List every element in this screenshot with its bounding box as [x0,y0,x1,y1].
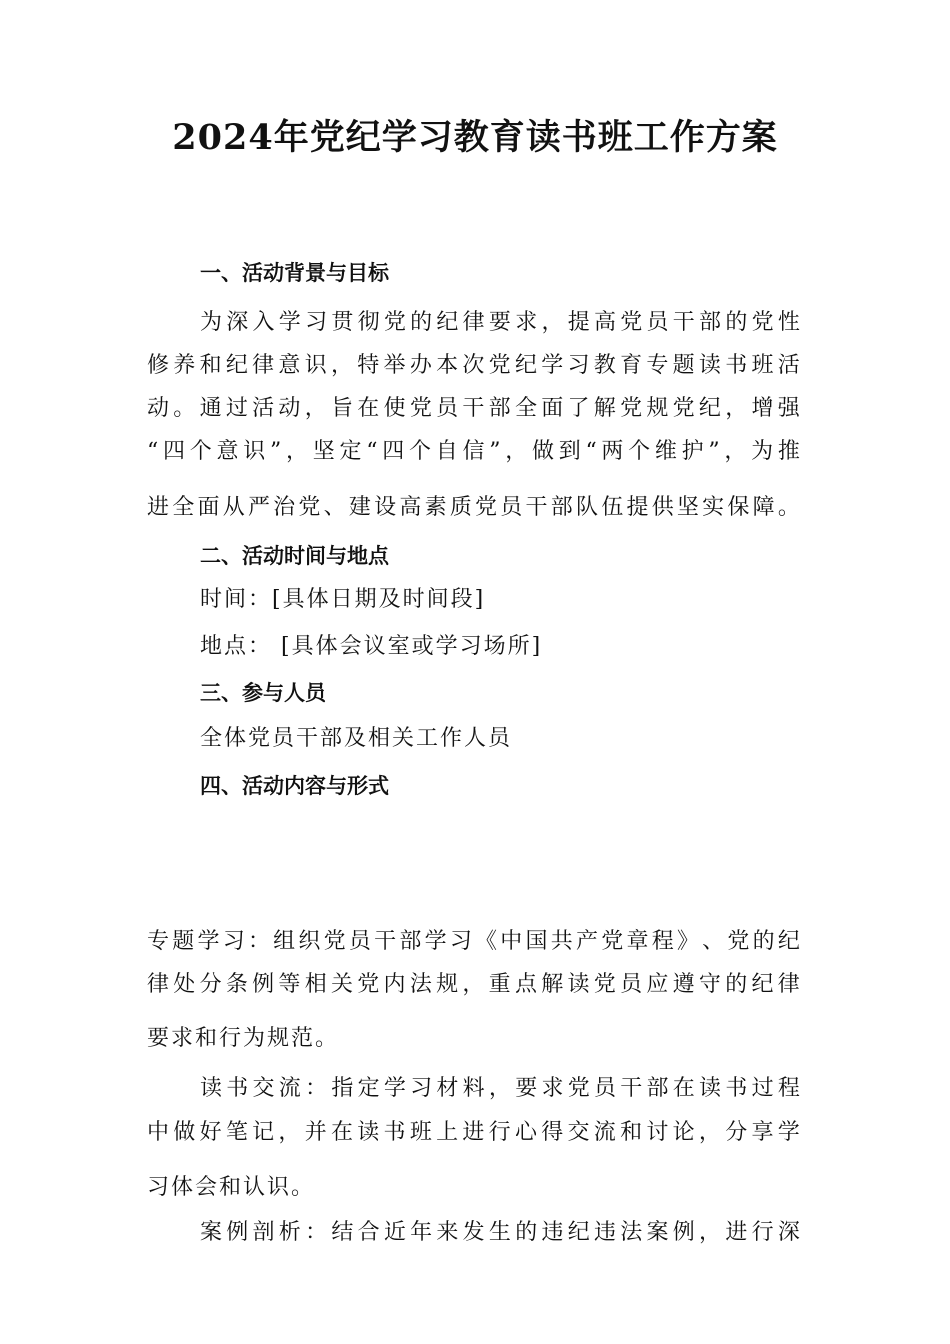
study-line: 专 题 学 习 ： 组 织 党 员 干 部 学 习 《 中 国 共 产 党 章 程 》 、 党 的 纪 [147,929,800,954]
section-heading-participants: 三、参与人员 [200,681,326,705]
study-line: 要求和行为规范。 [147,1026,340,1051]
reading-line: 读 书 交 流 ： 指 定 学 习 材 料 ， 要 求 党 员 干 部 在 读 书 过 程 [200,1076,800,1101]
section-heading-time-place: 二、活动时间与地点 [200,544,389,568]
reading-line: 中 做 好 笔 记 ， 并 在 读 书 班 上 进 行 心 得 交 流 和 讨 论 ， 分 享 学 [147,1120,800,1145]
reading-line: 习体会和认识。 [147,1175,316,1200]
time-line: 时间：[具体日期及时间段] [200,587,486,612]
section-heading-content: 四、活动内容与形式 [200,774,389,798]
section-heading-background: 一、活动背景与目标 [200,261,389,285]
study-line: 律 处 分 条 例 等 相 关 党 内 法 规 ， 重 点 解 读 党 员 应 遵 守 的 纪 律 [147,972,800,997]
paragraph-line: 动 。 通 过 活 动 ， 旨 在 使 党 员 干 部 全 面 了 解 党 规 党 纪 ， 增 强 [147,396,800,421]
paragraph-line: 进 全 面 从 严 治 党 、 建 设 高 素 质 党 员 干 部 队 伍 提 供 坚 实 保 障 。 [147,495,800,520]
paragraph-line: “ 四 个 意 识 ” ， 坚 定 “ 四 个 自 信 ” ， 做 到 “ 两 个 维 护 ” ， 为 推 [147,439,800,464]
paragraph-line: 修 养 和 纪 律 意 识 ， 特 举 办 本 次 党 纪 学 习 教 育 专 题 读 书 班 活 [147,353,800,378]
case-line: 案 例 剖 析 ： 结 合 近 年 来 发 生 的 违 纪 违 法 案 例 ， 进 行 深 [200,1220,800,1245]
paragraph-line: 为 深 入 学 习 贯 彻 党 的 纪 律 要 求 ， 提 高 党 员 干 部 的 党 性 [200,310,800,335]
place-line: 地点： [具体会议室或学习场所] [200,634,543,659]
document-title: 2024年党纪学习教育读书班工作方案 [172,117,778,158]
participants-line: 全体党员干部及相关工作人员 [200,726,513,751]
